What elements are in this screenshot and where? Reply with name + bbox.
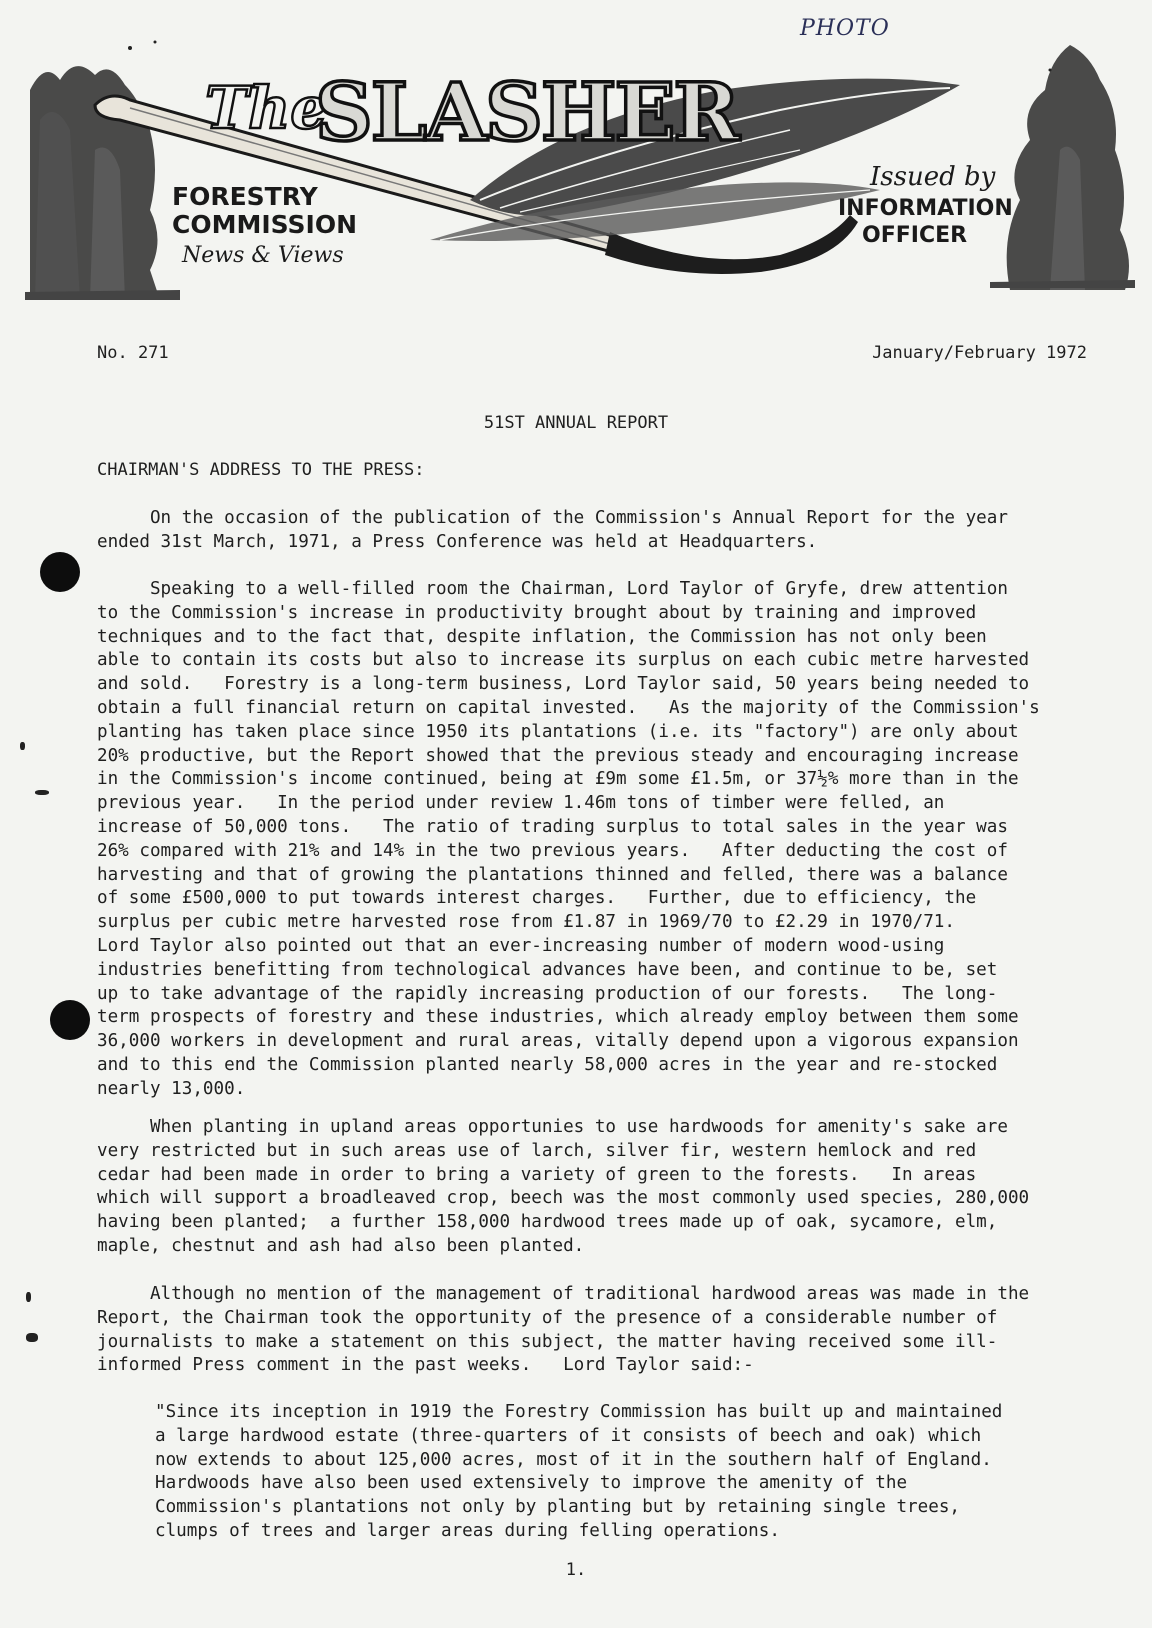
masthead-information: INFORMATION [838, 196, 1013, 221]
masthead-the: The [205, 74, 328, 142]
punch-hole-top [40, 552, 80, 592]
issue-number: No. 271 [97, 343, 169, 363]
section-heading: CHAIRMAN'S ADDRESS TO THE PRESS: [97, 460, 425, 480]
margin-speck [26, 1333, 38, 1342]
masthead-commission: COMMISSION [172, 210, 358, 239]
right-trees-illustration [990, 45, 1135, 290]
body-paragraph: Although no mention of the management of traditional hardwood areas was made in the Report, the Chairman took the opportunity of the presence of a considerable number of journalists to make a statement on this subject, the matter having received some ill- informed Press comment in the past weeks. Lord Taylor said:- [97, 1284, 1030, 1376]
masthead-forestry: FORESTRY [172, 182, 318, 211]
body-paragraph: On the occasion of the publication of the Commission's Annual Report for the year ended 31st March, 1971, a Press Conference was held at Headquarters. [97, 508, 1008, 552]
body-paragraph: When planting in upland areas opportunies to use hardwoods for amenity's sake are very restricted but in such areas use of larch, silver fir, western hemlock and red cedar had been made in order to bring a variety of green to the forests. In areas which will support a broadleaved crop, beech was the most commonly used species, 280,000 having been planted; a further 158,000 hardwood trees made up of oak, sycamore, elm, maple, chestnut and ash had also been planted. [97, 1117, 1030, 1256]
margin-speck [35, 790, 49, 795]
page-number: 1. [565, 1560, 587, 1580]
margin-speck [26, 1292, 31, 1302]
document-title: 51ST ANNUAL REPORT [483, 413, 669, 433]
masthead-banner [0, 0, 1152, 320]
punch-hole-bottom [50, 1000, 90, 1040]
margin-speck [20, 742, 25, 750]
masthead-title: SLASHER [315, 65, 738, 159]
masthead-issued-by: Issued by [870, 162, 996, 192]
masthead-news-views: News & Views [182, 243, 344, 268]
body-paragraph: Speaking to a well-filled room the Chairman, Lord Taylor of Gryfe, drew attention to the Commission's increase in productivity brought about by training and improved techniques and to the fact that, despite inflation, the Commission has not only been able to contain its costs but also to increase its surplus on each cubic metre harvested and sold. Forestry is a long-term business, Lord Taylor said, 50 years being needed to obtain a full financial return on capital invested. As the majority of the Commission's planting has taken place since 1950 its plantations (i.e. its "factory") are only about 20% productive, but the Report showed that the previous steady and encouraging increase in the Commission's income continued, being at £9m some £1.5m, or 37½% more than in the previous year. In the period under review 1.46m tons of timber were felled, an increase of 50,000 tons. The ratio of trading surplus to total sales in the year was 26% compared with 21% and 14% in the two previous years. After deducting the cost of harvesting and that of growing the plantations thinned and felled, there was a balance of some £500,000 to put towards interest charges. Further, due to efficiency, the surplus per cubic metre harvested rose from £1.87 in 1969/70 to £2.29 in 1970/71. Lord Taylor also pointed out that an ever-increasing number of modern wood-using industries benefitting from technological advances have been, and continue to be, set up to take advantage of the rapidly increasing production of our forests. The long- term prospects of forestry and these industries, which already employ between them some 36,000 workers in development and rural areas, vitally depend upon a vigorous expansion and to this end the Commission planted nearly 58,000 acres in the year and re-stocked nearly 13,000. [97, 579, 1040, 1099]
handwritten-photo-note: PHOTO [800, 16, 890, 41]
issue-meta-row [97, 343, 1087, 367]
issue-date: January/February 1972 [872, 343, 1087, 363]
quoted-statement: "Since its inception in 1919 the Forestry Commission has built up and maintained a large hardwood estate (three-quarters of it consists of beech and oak) which now extends to about 125,000 acres, most of it in the southern half of England. Hardwoods have also been used extensively to improve the amenity of the Commission's plantations not only by planting but by retaining single trees, clumps of trees and larger areas during felling operations. [155, 1402, 1003, 1541]
masthead-officer: OFFICER [862, 223, 968, 248]
